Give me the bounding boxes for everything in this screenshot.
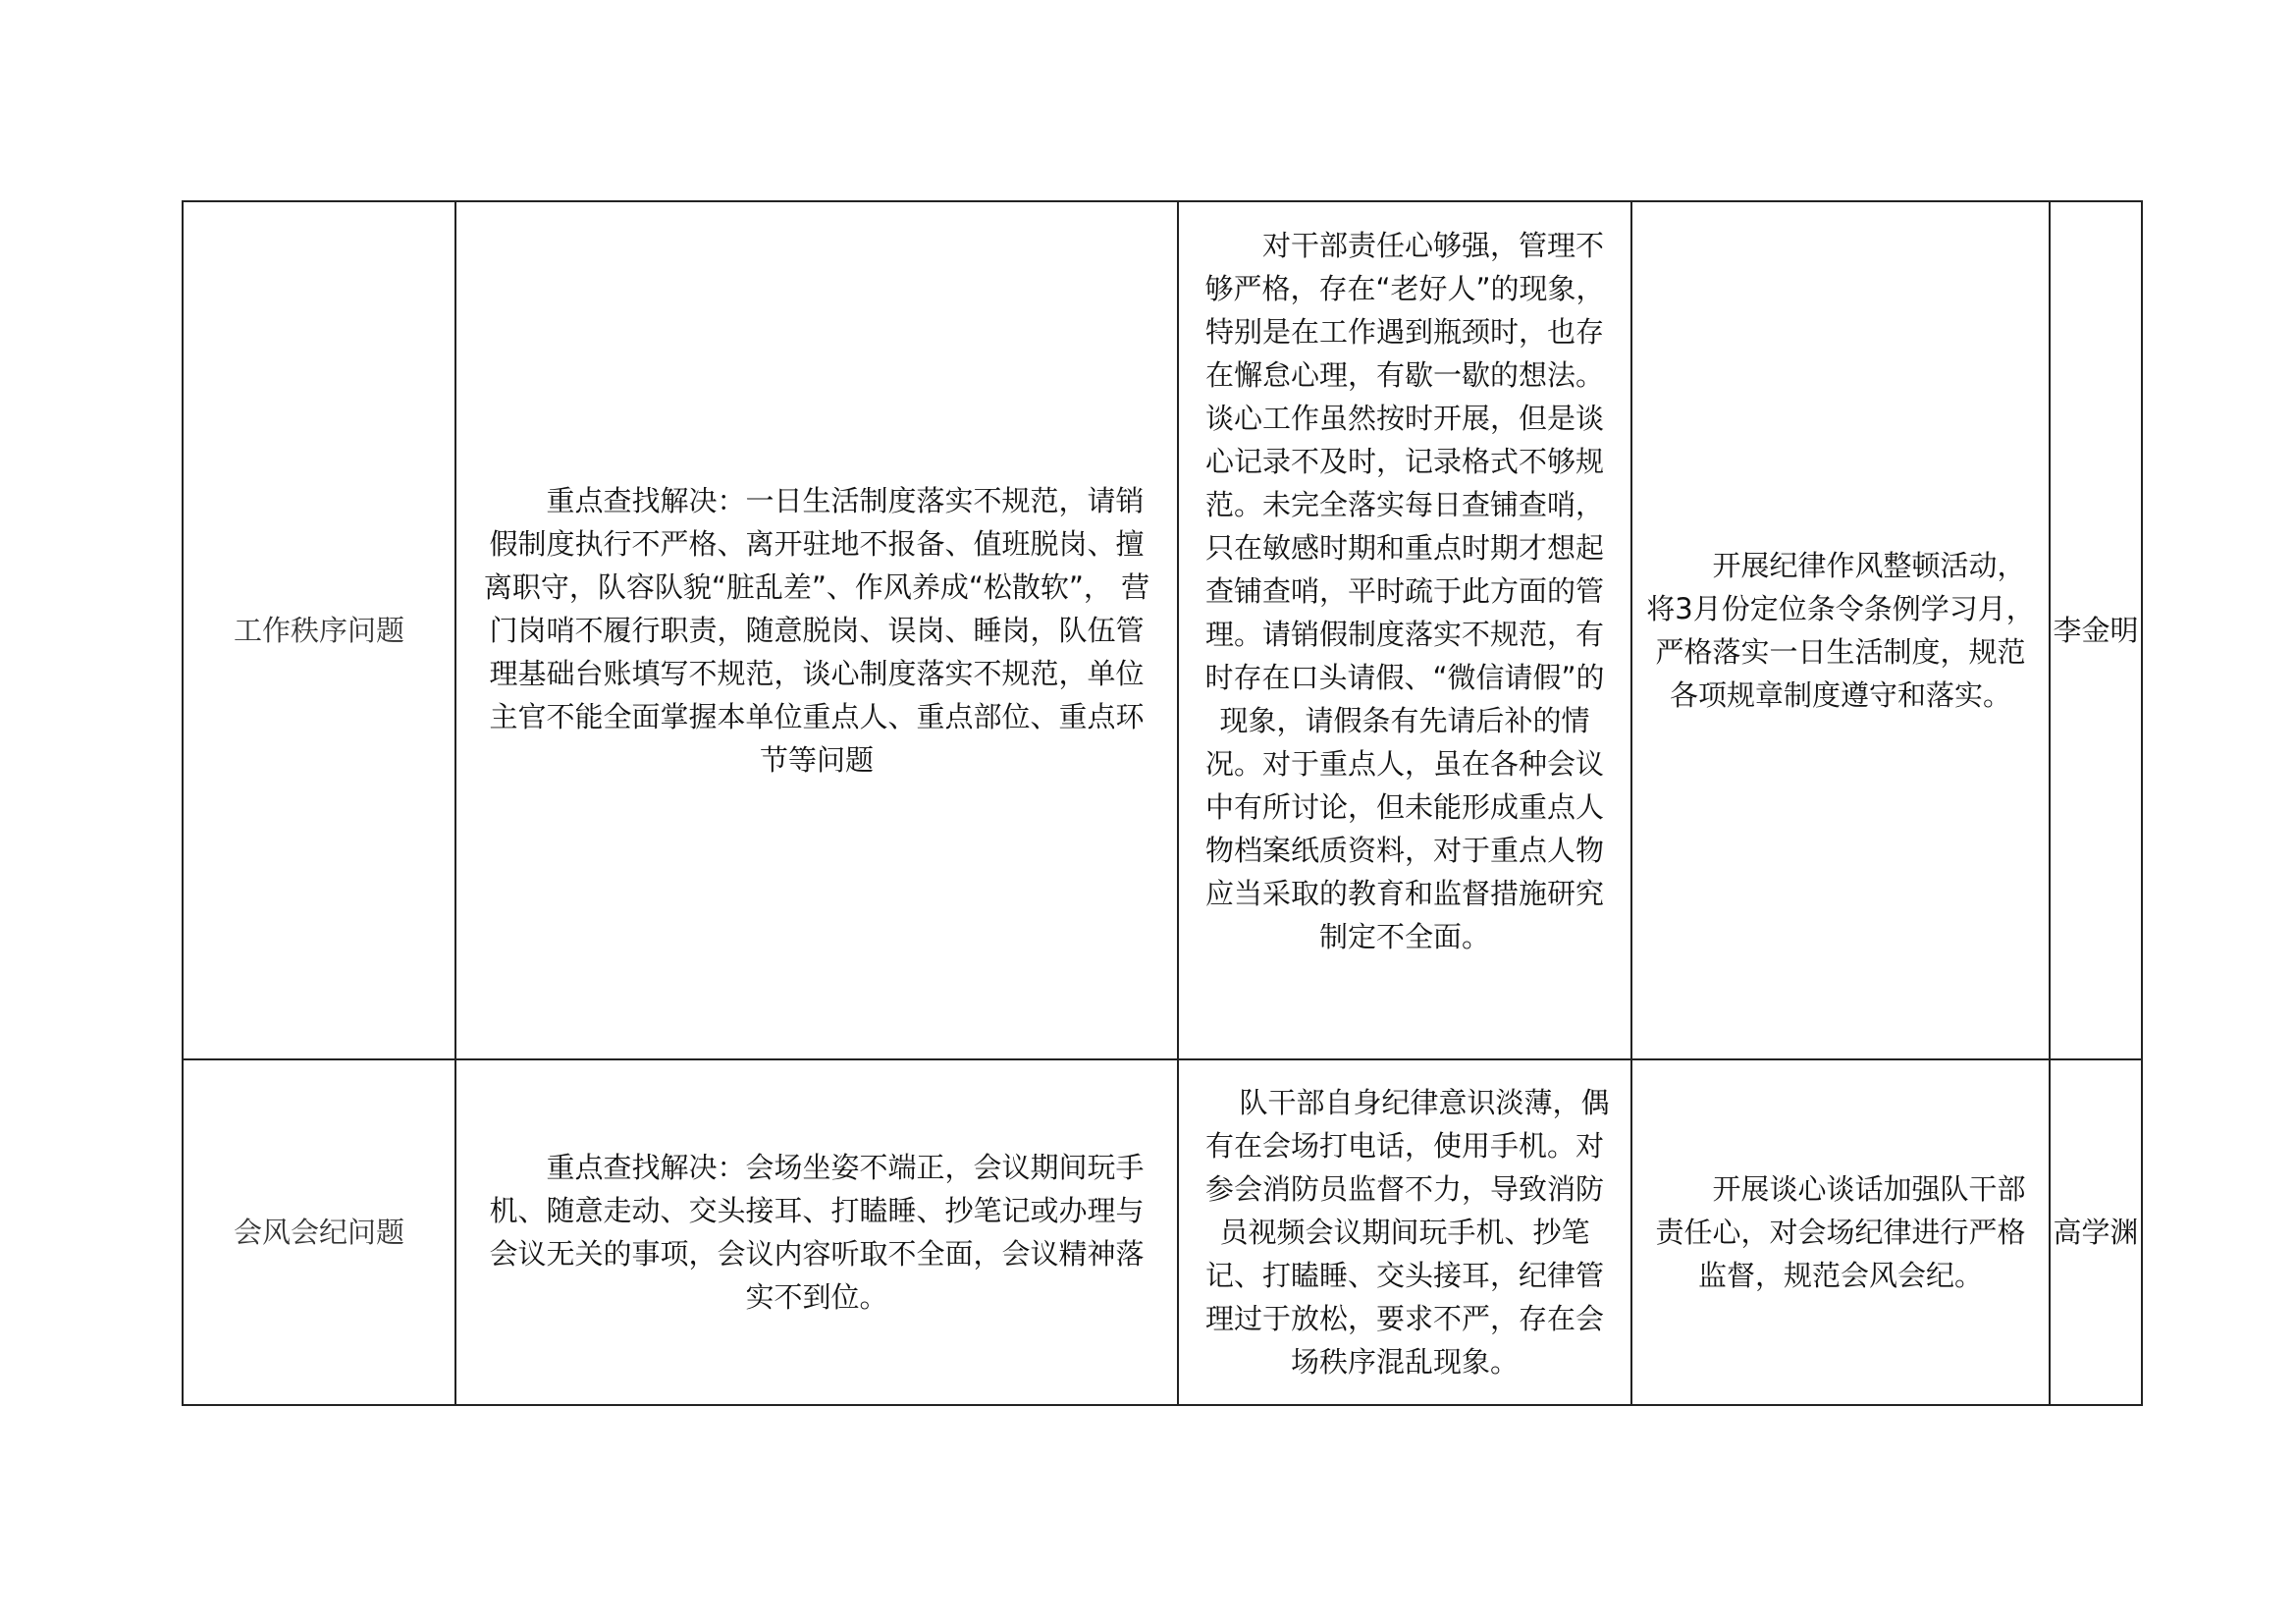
- rectification-table: [182, 200, 2143, 1406]
- issues-text: 对干部责任心够强，管理不够严格，存在“老好人”的现象，特别是在工作遇到瓶颈时，也存在懈怠心理，有歇一歇的想法。谈心工作虽然按时开展，但是谈心记录不及时，记录格式不够规范。未完全落实每日查铺查哨，只在敏感时期和重点时期才想起查铺查哨，平时疏于此方面的管理。请销假制度落实不规范，有时存在口头请假、“微信请假”的现象，请假条有先请后补的情况。对于重点人，虽在各种会议中有所讨论，但未能形成重点人物档案纸质资料，对于重点人物应当采取的教育和监督措施研究制定不全面。: [1204, 229, 1605, 953]
- measures-cell: [1631, 201, 2050, 1059]
- responsible-person-cell: 李金明: [2050, 201, 2142, 1059]
- table-row: [183, 1059, 2142, 1405]
- category-cell: 工作秩序问题: [183, 201, 455, 1059]
- focus-text: 重点查找解决：会场坐姿不端正，会议期间玩手机、随意走动、交头接耳、打瞌睡、抄笔记或办理与会议无关的事项，会议内容听取不全面，会议精神落实不到位。: [489, 1151, 1145, 1314]
- issues-text: 队干部自身纪律意识淡薄，偶有在会场打电话，使用手机。对参会消防员监督不力，导致消防员视频会议期间玩手机、抄笔记、打瞌睡、交头接耳，纪律管理过于放松，要求不严，存在会场秩序混乱现象。: [1204, 1086, 1610, 1379]
- issues-cell: [1178, 1059, 1631, 1405]
- responsible-person-cell: 高学渊: [2050, 1059, 2142, 1405]
- focus-cell: [455, 1059, 1178, 1405]
- measures-text: 开展谈心谈话加强队干部责任心，对会场纪律进行严格监督，规范会风会纪。: [1655, 1172, 2026, 1292]
- focus-cell: [455, 201, 1178, 1059]
- table-row: [183, 201, 2142, 1059]
- issues-cell: [1178, 201, 1631, 1059]
- focus-text: 重点查找解决：一日生活制度落实不规范，请销假制度执行不严格、离开驻地不报备、值班脱岗、擅离职守，队容队貌“脏乱差”、作风养成“松散软”， 营门岗哨不履行职责，随意脱岗、误岗、睡岗，队伍管理基础台账填写不规范，谈心制度落实不规范，单位主官不能全面掌握本单位重点人、重点部位、重点环节等问题: [483, 484, 1150, 777]
- measures-text: 开展纪律作风整顿活动，将3月份定位条令条例学习月，严格落实一日生活制度，规范各项规章制度遵守和落实。: [1646, 549, 2035, 712]
- category-cell: 会风会纪问题: [183, 1059, 455, 1405]
- measures-cell: [1631, 1059, 2050, 1405]
